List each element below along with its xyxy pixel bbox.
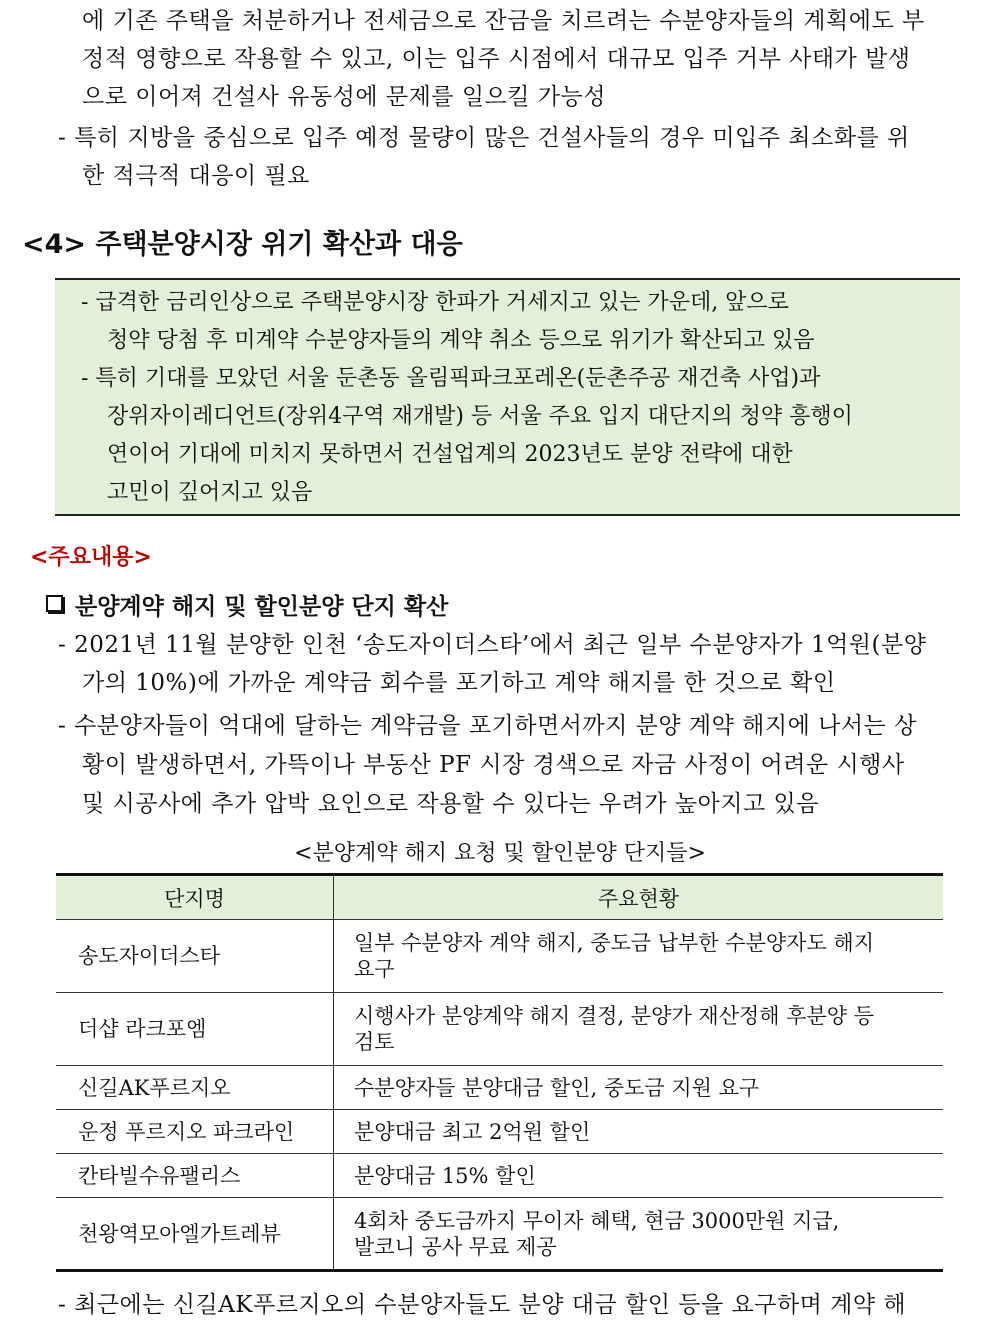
table-cell-status: 분양대금 최고 2억원 할인 [334, 1110, 944, 1154]
table-caption: <분양계약 해지 요청 및 할인분양 단지들> [294, 841, 706, 866]
complex-status-table [56, 873, 943, 1272]
paragraph-line: 및 시공사에 추가 압박 요인으로 작용할 수 있다는 우려가 높아지고 있음 [82, 791, 819, 817]
paragraph-line: 정적 영향으로 작용할 수 있고, 이는 입주 시점에서 대규모 입주 거부 사태가 발생 [82, 46, 911, 72]
subheading-text: 분양계약 해지 및 할인분양 단지 확산 [75, 594, 449, 620]
paragraph-line: 한 적극적 대응이 필요 [82, 163, 310, 189]
summary-box [55, 278, 960, 516]
summary-line: 청약 당첨 후 미계약 수분양자들의 계약 취소 등으로 위기가 확산되고 있음 [107, 328, 815, 353]
summary-line: - 특히 기대를 모았던 서울 둔촌동 올림픽파크포레온(둔촌주공 재건축 사업)과 [81, 366, 821, 391]
paragraph-line: 에 기존 주택을 처분하거나 전세금으로 잔금을 치르려는 수분양자들의 계획에도 부 [82, 8, 925, 34]
table-row [56, 1198, 943, 1271]
table-cell-name: 송도자이더스타 [56, 920, 334, 993]
main-content-label: <주요내용> [30, 545, 152, 570]
summary-line: 고민이 깊어지고 있음 [107, 480, 313, 505]
summary-line: 연이어 기대에 미치지 못하면서 건설업계의 2023년도 분양 전략에 대한 [107, 442, 793, 467]
paragraph-line: 가의 10%)에 가까운 계약금 회수를 포기하고 계약 해지를 한 것으로 확인 [82, 670, 836, 696]
table-row [56, 1066, 943, 1110]
table-cell-status: 시행사가 분양계약 해지 결정, 분양가 재산정해 후분양 등 검토 [334, 993, 944, 1066]
paragraph-line: 으로 이어져 건설사 유동성에 문제를 일으킬 가능성 [82, 84, 606, 110]
table-row [56, 920, 943, 993]
paragraph-line: - 2021년 11월 분양한 인천 ‘송도자이더스타’에서 최근 일부 수분양자가 1억원(분양 [58, 632, 927, 658]
table-row [56, 993, 943, 1066]
section-heading: <4> 주택분양시장 위기 확산과 대응 [22, 229, 463, 260]
table-row [56, 1110, 943, 1154]
table-header-name: 단지명 [56, 875, 334, 920]
table-cell-name: 운정 푸르지오 파크라인 [56, 1110, 334, 1154]
summary-line: - 급격한 금리인상으로 주택분양시장 한파가 거세지고 있는 가운데, 앞으로 [81, 290, 789, 315]
table-header-row [56, 875, 943, 920]
paragraph-line: 황이 발생하면서, 가뜩이나 부동산 PF 시장 경색으로 자금 사정이 어려운 시행사 [82, 752, 905, 778]
subheading [46, 588, 448, 621]
table-cell-name: 더샵 라크포엠 [56, 993, 334, 1066]
table-cell-status: 분양대금 15% 할인 [334, 1154, 944, 1198]
table-cell-name: 천왕역모아엘가트레뷰 [56, 1198, 334, 1271]
paragraph-line: - 최근에는 신길AK푸르지오의 수분양자들도 분양 대금 할인 등을 요구하며 계약 해 [58, 1292, 907, 1318]
paragraph-line: - 수분양자들이 억대에 달하는 계약금을 포기하면서까지 분양 계약 해지에 나서는 상 [58, 713, 917, 739]
table-cell-name: 신길AK푸르지오 [56, 1066, 334, 1110]
summary-line: 장위자이레디언트(장위4구역 재개발) 등 서울 주요 입지 대단지의 청약 흥행이 [107, 404, 853, 429]
table-header-status: 주요현황 [334, 875, 944, 920]
table-cell-status: 일부 수분양자 계약 해지, 중도금 납부한 수분양자도 해지 요구 [334, 920, 944, 993]
table-cell-status: 수분양자들 분양대금 할인, 중도금 지원 요구 [334, 1066, 944, 1110]
table-cell-status: 4회차 중도금까지 무이자 혜택, 현금 3000만원 지급, 발코니 공사 무료 제공 [334, 1198, 944, 1271]
table-row [56, 1154, 943, 1198]
checkbox-bullet-icon [46, 595, 63, 612]
paragraph-line: - 특히 지방을 중심으로 입주 예정 물량이 많은 건설사들의 경우 미입주 최소화를 위 [58, 125, 910, 151]
table-cell-name: 칸타빌수유팰리스 [56, 1154, 334, 1198]
